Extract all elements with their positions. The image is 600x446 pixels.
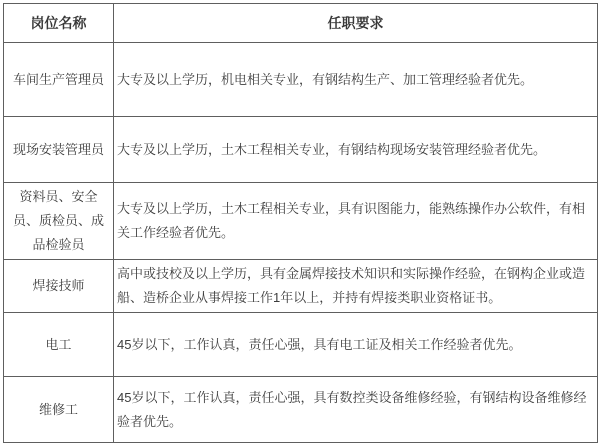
column-header-requirements: 任职要求 <box>114 4 598 43</box>
requirements-cell: 高中或技校及以上学历，具有金属焊接技术知识和实际操作经验，在钢构企业或造船、造桥企业从事焊接工作1年以上，并持有焊接类职业资格证书。 <box>114 260 598 313</box>
requirements-cell: 大专及以上学历，土木工程相关专业，有钢结构现场安装管理经验者优先。 <box>114 117 598 183</box>
table-row <box>4 43 598 117</box>
job-requirements-table <box>3 3 598 443</box>
table-row <box>4 260 598 313</box>
column-header-position: 岗位名称 <box>4 4 114 43</box>
table-row <box>4 313 598 377</box>
position-cell: 车间生产管理员 <box>4 43 114 117</box>
table-header-row <box>4 4 598 43</box>
position-cell: 维修工 <box>4 377 114 443</box>
table-row <box>4 117 598 183</box>
requirements-cell: 大专及以上学历，机电相关专业，有钢结构生产、加工管理经验者优先。 <box>114 43 598 117</box>
table-row <box>4 377 598 443</box>
position-cell: 资料员、安全员、质检员、成品检验员 <box>4 183 114 260</box>
requirements-cell: 45岁以下，工作认真，责任心强，具有数控类设备维修经验，有钢结构设备维修经验者优先。 <box>114 377 598 443</box>
position-cell: 现场安装管理员 <box>4 117 114 183</box>
position-cell: 焊接技师 <box>4 260 114 313</box>
position-cell: 电工 <box>4 313 114 377</box>
requirements-cell: 大专及以上学历，土木工程相关专业，具有识图能力，能熟练操作办公软件，有相关工作经验者优先。 <box>114 183 598 260</box>
table-row <box>4 183 598 260</box>
requirements-cell: 45岁以下，工作认真，责任心强，具有电工证及相关工作经验者优先。 <box>114 313 598 377</box>
